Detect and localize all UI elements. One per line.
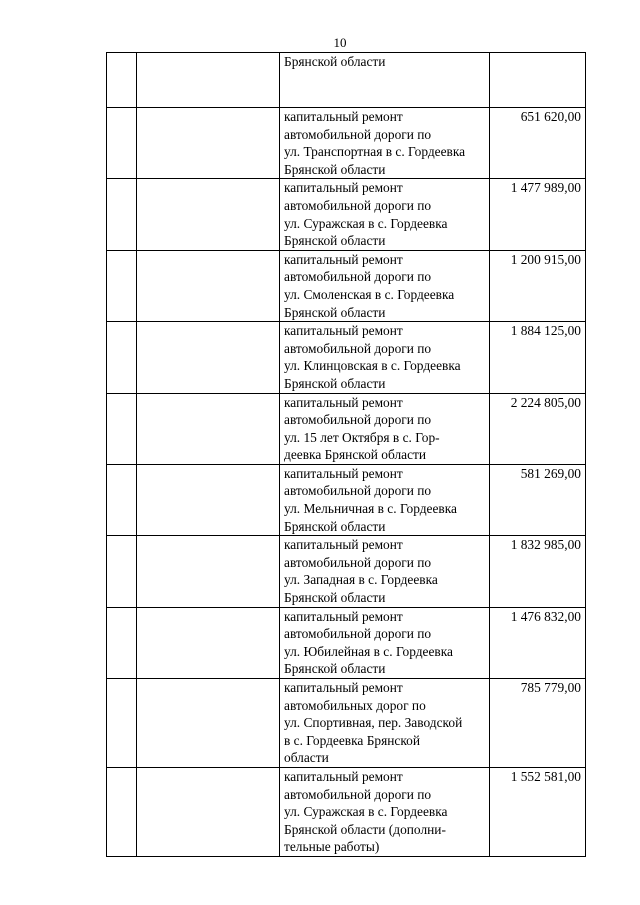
table-row — [107, 767, 586, 856]
program-name-cell — [137, 250, 280, 321]
amount-cell: 1 832 985,00 — [490, 536, 586, 607]
work-description-cell — [280, 536, 490, 607]
description-line: области — [284, 750, 329, 766]
description-line: капитальный ремонт — [284, 768, 403, 784]
table-row — [107, 393, 586, 464]
table-row — [107, 53, 586, 108]
description-line: капитальный ремонт — [284, 608, 403, 624]
row-number-cell — [107, 108, 137, 179]
amount-cell: 1 200 915,00 — [490, 250, 586, 321]
description-line: Брянской области — [284, 304, 386, 320]
amount-cell: 1 477 989,00 — [490, 179, 586, 250]
description-line: капитальный ремонт — [284, 251, 403, 267]
description-line: ул. 15 лет Октября в с. Гор- — [284, 429, 440, 445]
amount-cell: 651 620,00 — [490, 108, 586, 179]
description-line: автомобильной дороги по — [284, 554, 432, 570]
description-line: Брянской области — [284, 54, 386, 69]
description-line: капитальный ремонт — [284, 394, 403, 410]
work-description-cell — [280, 607, 490, 678]
description-line: автомобильных дорог по — [284, 697, 426, 713]
description-line: капитальный ремонт — [284, 680, 403, 695]
program-name-cell — [137, 393, 280, 464]
description-line: деевка Брянской области — [284, 447, 427, 463]
description-line: Брянской области — [284, 661, 386, 677]
row-number-cell — [107, 393, 137, 464]
row-number-cell — [107, 536, 137, 607]
work-description-cell — [280, 250, 490, 321]
description-line: автомобильной дороги по — [284, 340, 432, 356]
description-line: автомобильной дороги по — [284, 269, 432, 285]
description-line: капитальный ремонт — [284, 109, 403, 124]
description-line: капитальный ремонт — [284, 537, 403, 553]
table-row — [107, 250, 586, 321]
table-row — [107, 679, 586, 768]
table-row — [107, 108, 586, 179]
amount-cell: 1 552 581,00 — [490, 767, 586, 856]
table-row — [107, 179, 586, 250]
row-number-cell — [107, 679, 137, 768]
description-line: капитальный ремонт — [284, 465, 403, 481]
amount-cell: 785 779,00 — [490, 679, 586, 768]
description-line: тельные работы) — [284, 839, 380, 855]
amount-cell: 1 476 832,00 — [490, 607, 586, 678]
budget-table — [106, 52, 586, 857]
description-line: ул. Транспортная в с. Гордеевка — [284, 144, 466, 160]
work-description-cell — [280, 53, 490, 108]
description-line: ул. Спортивная, пер. Заводской — [284, 715, 463, 731]
work-description-cell — [280, 464, 490, 535]
description-line: Брянской области — [284, 375, 386, 391]
description-line: Брянской области — [284, 590, 386, 606]
work-description-cell — [280, 108, 490, 179]
row-number-cell — [107, 322, 137, 393]
description-line: ул. Юбилейная в с. Гордеевка — [284, 643, 453, 659]
description-line: ул. Суражская в с. Гордеевка — [284, 804, 448, 820]
program-name-cell — [137, 679, 280, 768]
description-line: автомобильной дороги по — [284, 412, 432, 428]
program-name-cell — [137, 464, 280, 535]
work-description-cell — [280, 393, 490, 464]
description-line: ул. Клинцовская в с. Гордеевка — [284, 358, 461, 374]
description-line: капитальный ремонт — [284, 323, 403, 339]
description-line: ул. Суражская в с. Гордеевка — [284, 215, 448, 231]
table-row — [107, 607, 586, 678]
description-line: автомобильной дороги по — [284, 483, 432, 499]
amount-cell: 2 224 805,00 — [490, 393, 586, 464]
program-name-cell — [137, 767, 280, 856]
table-row — [107, 322, 586, 393]
description-line: капитальный ремонт — [284, 180, 403, 196]
description-line: Брянской области (дополни- — [284, 821, 446, 837]
work-description-cell — [280, 179, 490, 250]
work-description-cell — [280, 322, 490, 393]
program-name-cell — [137, 536, 280, 607]
program-name-cell — [137, 607, 280, 678]
row-number-cell — [107, 179, 137, 250]
program-name-cell — [137, 322, 280, 393]
work-description-cell — [280, 767, 490, 856]
amount-cell: 581 269,00 — [490, 464, 586, 535]
row-number-cell — [107, 767, 137, 856]
row-number-cell — [107, 250, 137, 321]
description-line: автомобильной дороги по — [284, 197, 432, 213]
program-name-cell — [137, 53, 280, 108]
description-line: ул. Смоленская в с. Гордеевка — [284, 286, 455, 302]
description-line: автомобильной дороги по — [284, 126, 432, 142]
row-number-cell — [107, 607, 137, 678]
table-body — [107, 53, 586, 857]
description-line: автомобильной дороги по — [284, 626, 432, 642]
table-row — [107, 536, 586, 607]
page-number: 10 — [333, 35, 347, 50]
description-line: Брянской области — [284, 161, 386, 177]
work-description-cell — [280, 679, 490, 768]
amount-cell: 1 884 125,00 — [490, 322, 586, 393]
row-number-cell — [107, 464, 137, 535]
description-line: Брянской области — [284, 233, 386, 249]
description-line: ул. Западная в с. Гордеевка — [284, 572, 438, 588]
description-line: ул. Мельничная в с. Гордеевка — [284, 501, 457, 517]
description-line: Брянской области — [284, 518, 386, 534]
table-row — [107, 464, 586, 535]
amount-cell — [490, 53, 586, 108]
program-name-cell — [137, 179, 280, 250]
row-number-cell — [107, 53, 137, 108]
description-line: в с. Гордеевка Брянской — [284, 732, 421, 748]
program-name-cell — [137, 108, 280, 179]
description-line: автомобильной дороги по — [284, 786, 432, 802]
